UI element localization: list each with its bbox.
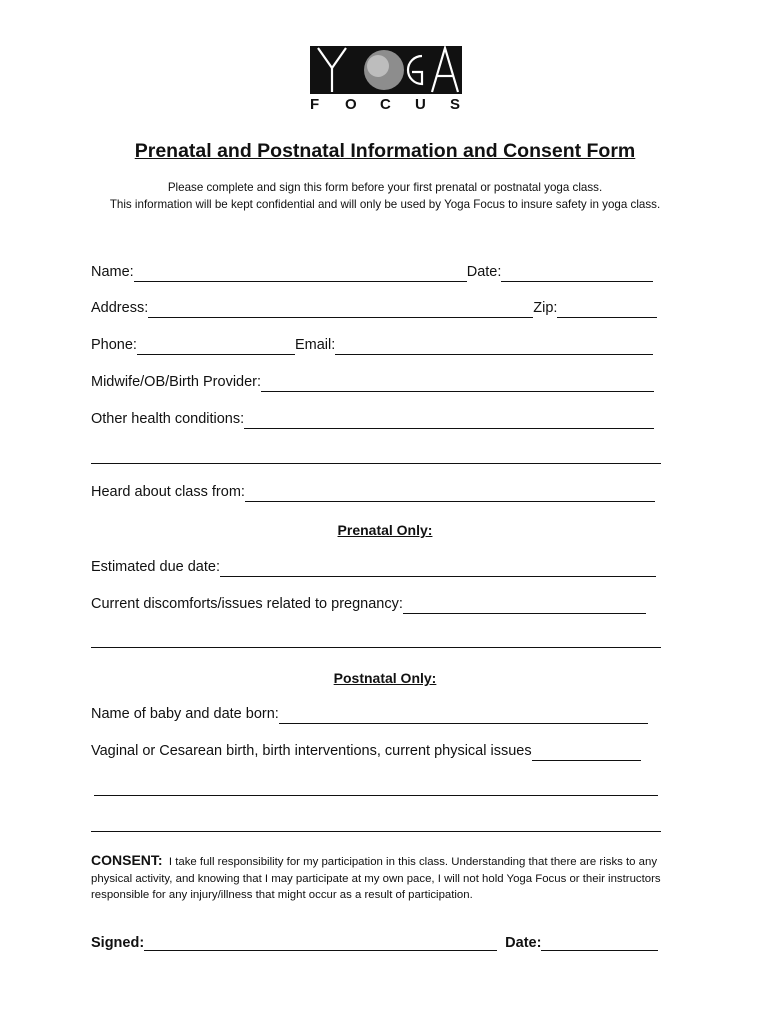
discomforts-label: Current discomforts/issues related to pregnancy: [91,596,403,612]
baby-label: Name of baby and date born: [91,706,279,722]
phone-field[interactable] [137,337,295,355]
consent-paragraph [91,852,671,904]
intro-line: This information will be kept confidential and will only be used by Yoga Focus to insure safety in yoga class. [109,198,661,211]
health-extra-line[interactable] [91,463,661,464]
yoga-wordmark-icon [310,46,462,94]
logo-letter: S [450,96,461,113]
consent-heading: CONSENT: [91,852,163,868]
signature-field[interactable] [144,933,497,951]
date-label: Date: [466,264,502,280]
due-date-field[interactable] [220,559,656,577]
provider-label: Midwife/OB/Birth Provider: [91,374,262,390]
postnatal-heading: Postnatal Only: [333,670,437,686]
name-date-row [91,262,653,282]
health-row [91,409,654,429]
signature-row [91,931,658,951]
phone-label: Phone: [91,337,137,353]
birth-extra-line-2[interactable] [91,831,661,832]
yoga-focus-logo [308,46,464,114]
consent-text: I take full responsibility for my participation in this class. Understanding that there are risks to any physical activity, and knowing that I may participate at my own pace, I will not hold Yoga Focus or their instructors responsible for any injury/illness that might occur as a result of participation. [91,856,661,901]
logo-letter: O [345,96,357,113]
prenatal-heading: Prenatal Only: [337,522,433,538]
birth-field[interactable] [532,743,641,761]
email-label: Email: [294,337,336,353]
due-date-row [91,557,656,577]
birth-row [91,741,641,761]
signature-date-label: Date: [505,935,542,951]
date-field[interactable] [501,264,653,282]
form-title: Prenatal and Postnatal Information and Consent Form [134,140,636,162]
heard-row [91,482,655,502]
address-zip-row [91,298,657,318]
birth-extra-line-1[interactable] [94,795,658,796]
form-intro [90,179,680,213]
provider-row [91,372,654,392]
baby-field[interactable] [279,706,648,724]
discomforts-field[interactable] [403,596,646,614]
due-date-label: Estimated due date: [91,559,220,575]
discomforts-extra-line[interactable] [91,647,661,648]
zip-label: Zip: [533,300,558,316]
logo-letter: U [415,96,426,113]
health-label: Other health conditions: [91,411,245,427]
phone-email-row [91,335,653,355]
address-label: Address: [91,300,149,316]
zip-field[interactable] [557,300,657,318]
name-field[interactable] [134,264,467,282]
address-field[interactable] [148,300,533,318]
email-field[interactable] [335,337,653,355]
name-label: Name: [91,264,134,280]
logo-letter: F [310,96,320,113]
intro-line: Please complete and sign this form before your first prenatal or postnatal yoga class. [167,181,603,194]
heard-field[interactable] [245,484,655,502]
birth-label: Vaginal or Cesarean birth, birth interventions, current physical issues [91,743,532,759]
discomforts-row [91,594,646,614]
signature-date-field[interactable] [541,933,658,951]
heard-label: Heard about class from: [91,484,245,500]
baby-row [91,704,648,724]
logo-letter: C [380,96,391,113]
signed-label: Signed: [91,935,145,951]
health-field[interactable] [244,411,654,429]
provider-field[interactable] [261,374,654,392]
